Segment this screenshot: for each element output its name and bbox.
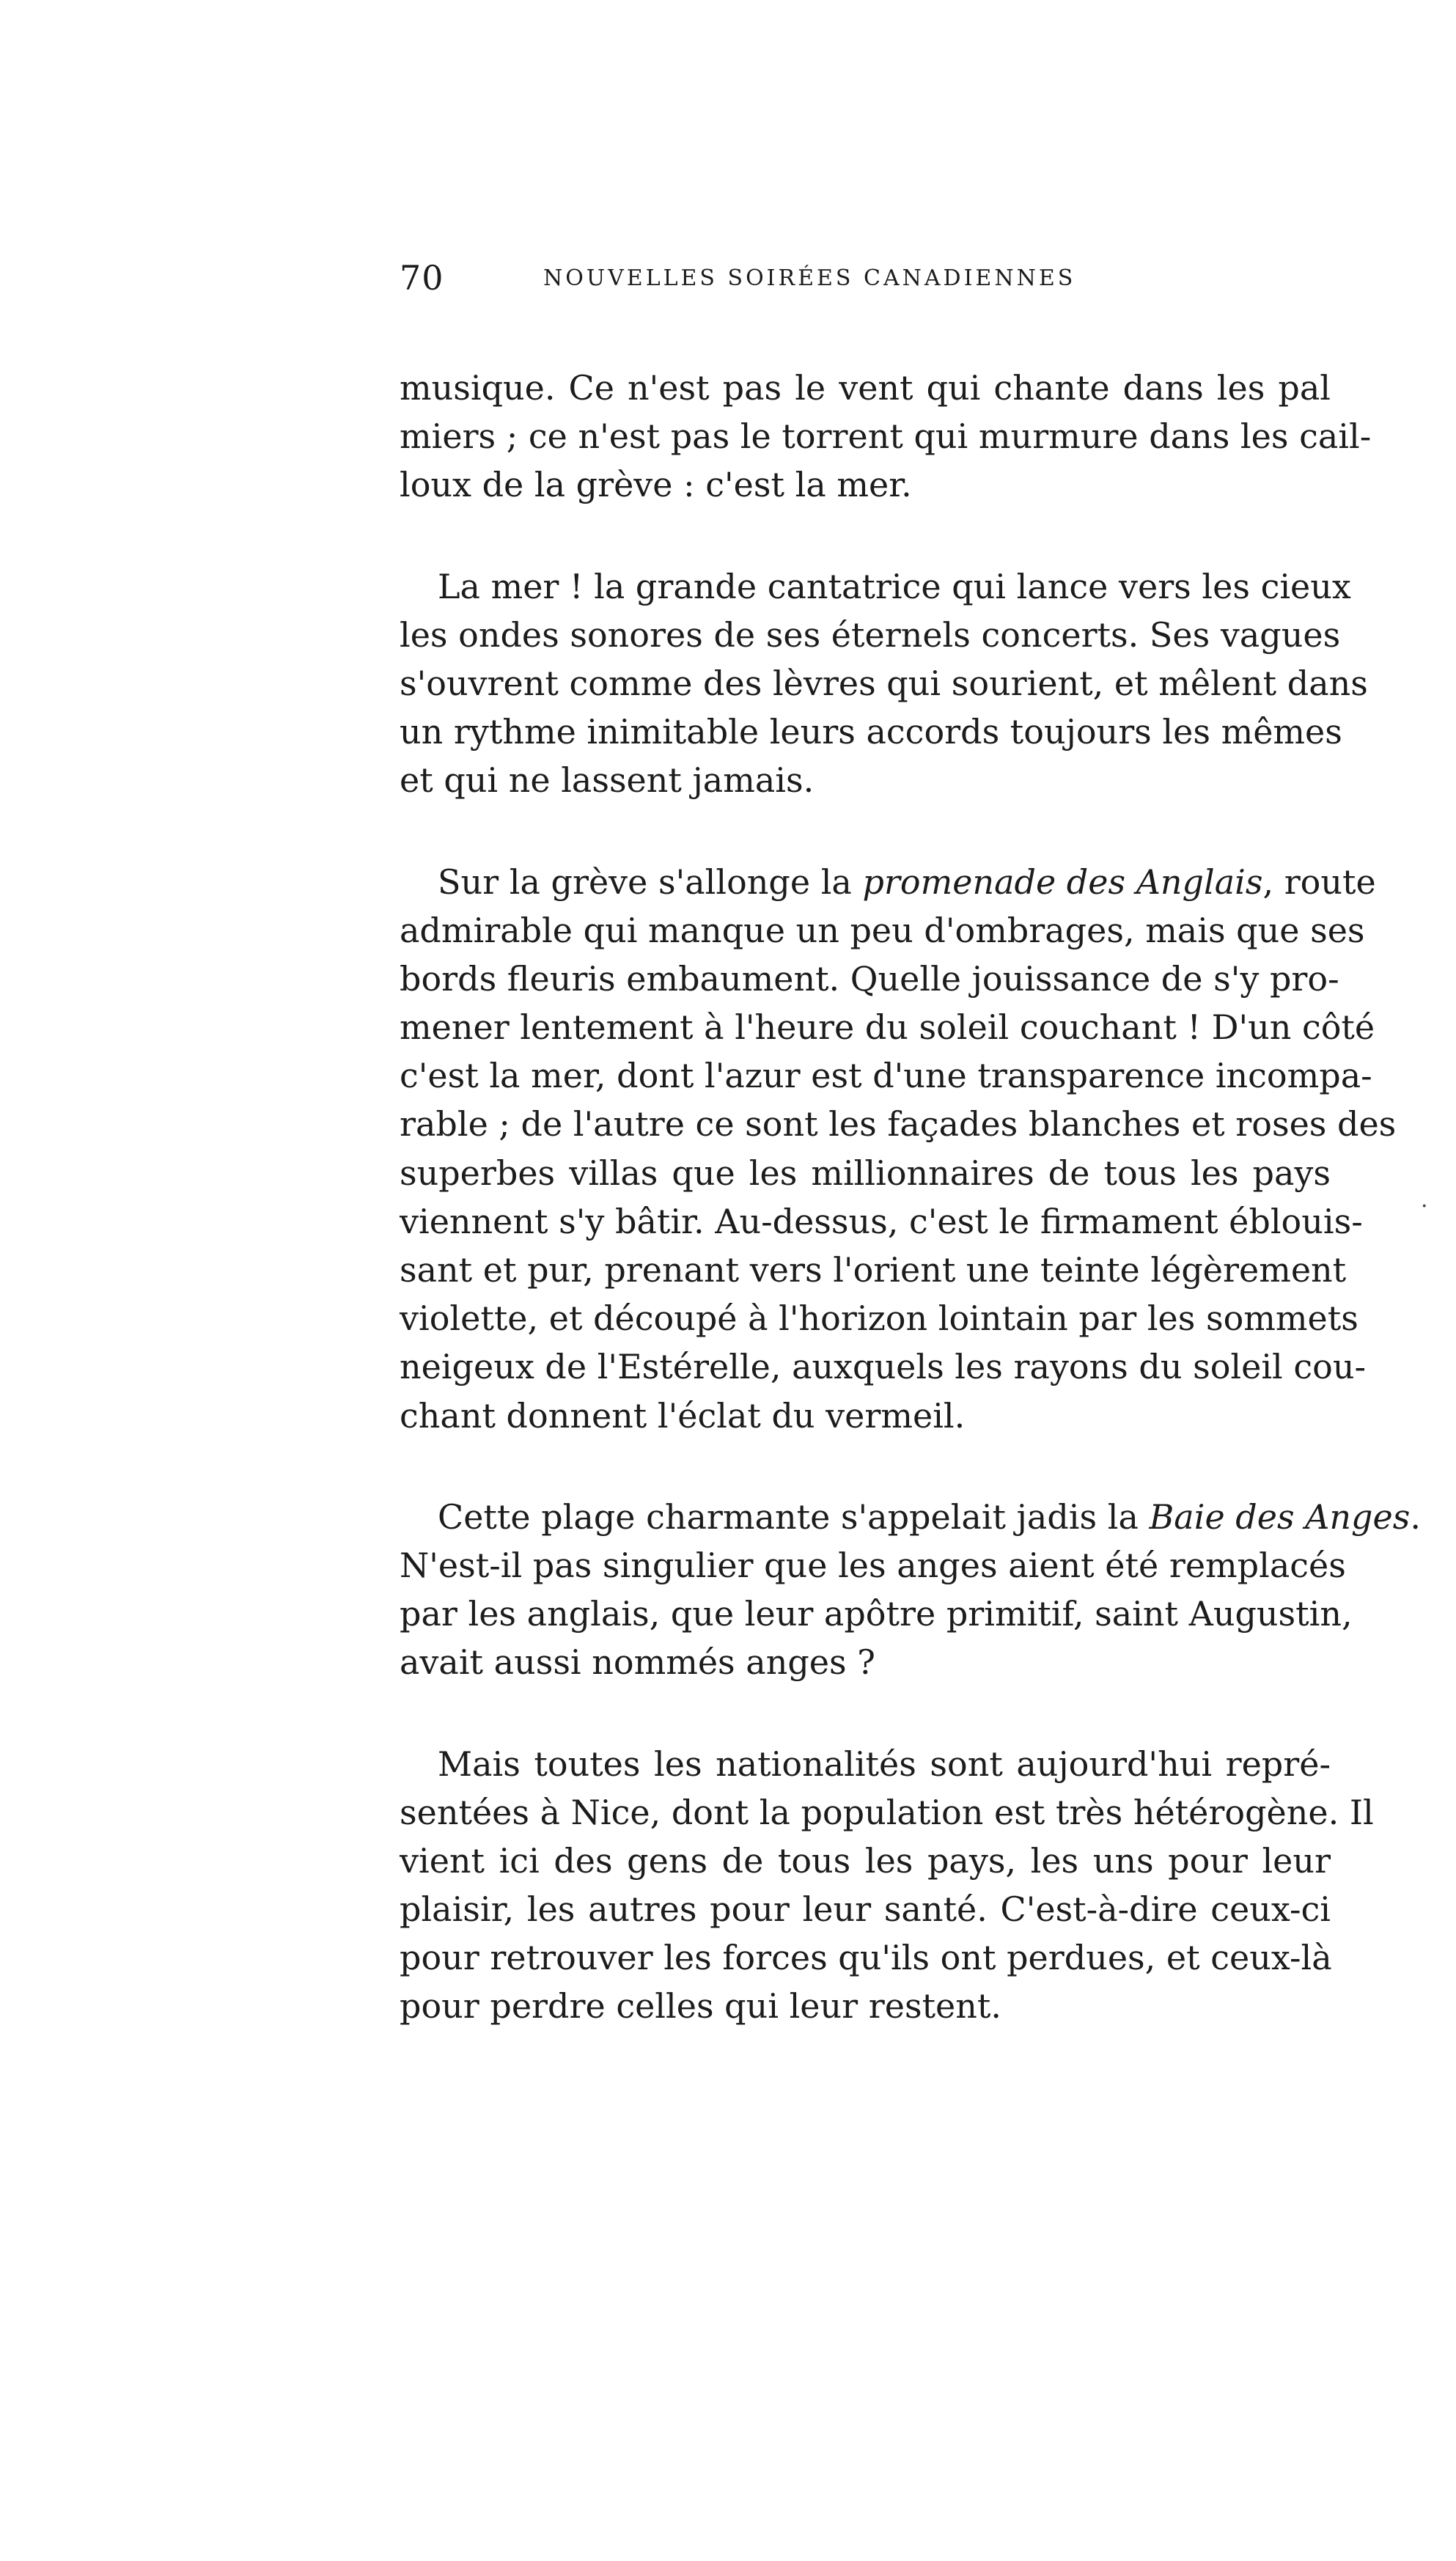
text-line <box>400 858 1376 906</box>
text-line: et qui ne lassent jamais. <box>400 760 815 801</box>
text-line: neigeux de l'Estérelle, auxquels les rayons du soleil cou- <box>400 1347 1367 1387</box>
text-line: sentées à Nice, dont la population est très hétérogène. Il <box>400 1792 1374 1832</box>
page-number: 70 <box>400 258 444 298</box>
text-line: les ondes sonores de ses éternels concerts. Ses vagues <box>400 614 1341 655</box>
body-text <box>400 364 1421 2084</box>
text-line: sant et pur, prenant vers l'orient une teinte légèrement <box>400 1250 1347 1290</box>
text-line: pour perdre celles qui leur restent. <box>400 1986 1002 2027</box>
paragraph-3 <box>400 858 1397 1440</box>
running-header <box>400 258 1331 302</box>
paragraph-1 <box>400 364 1372 510</box>
paragraph-2 <box>400 562 1368 805</box>
text-line: mener lentement à l'heure du soleil couchant ! D'un côté <box>400 1007 1375 1048</box>
text-run: Sur la grève s'allonge la <box>438 861 863 902</box>
text-run: Cette plage charmante s'appelait jadis la <box>438 1496 1150 1537</box>
running-title: NOUVELLES SOIRÉES CANADIENNES <box>543 265 1076 291</box>
text-line <box>400 1493 1421 1541</box>
text-line: rable ; de l'autre ce sont les façades blanches et roses des <box>400 1104 1397 1144</box>
text-line: Mais toutes les nationalités sont aujourd'hui repré- <box>438 1744 1331 1784</box>
italic-title: Baie des Anges <box>1149 1496 1411 1537</box>
text-line: plaisir, les autres pour leur santé. C'est-à-dire ceux-ci <box>400 1889 1331 1930</box>
text-line: N'est-il pas singulier que les anges aient été remplacés <box>400 1545 1346 1585</box>
text-line: viennent s'y bâtir. Au-dessus, c'est le firmament éblouis- <box>400 1201 1363 1241</box>
text-line: par les anglais, que leur apôtre primitif, saint Augustin, <box>400 1594 1353 1634</box>
text-line: un rythme inimitable leurs accords toujours les mêmes <box>400 712 1342 752</box>
text-line: superbes villas que les millionnaires de tous les pays <box>400 1153 1331 1193</box>
text-line: avait aussi nommés anges ? <box>400 1642 875 1683</box>
paragraph-5 <box>400 1740 1374 2031</box>
text-line: loux de la grève : c'est la mer. <box>400 465 912 505</box>
text-line: violette, et découpé à l'horizon lointain par les sommets <box>400 1298 1358 1339</box>
margin-speck: · <box>1421 1194 1428 1219</box>
text-line: miers ; ce n'est pas le torrent qui murmure dans les cail- <box>400 416 1372 457</box>
text-line: musique. Ce n'est pas le vent qui chante dans les pal <box>400 368 1331 408</box>
text-run: , route <box>1262 861 1376 902</box>
text-line: pour retrouver les forces qu'ils ont perdues, et ceux-là <box>400 1938 1332 1978</box>
text-run: . <box>1410 1496 1421 1537</box>
paragraph-4 <box>400 1493 1421 1687</box>
text-line: chant donnent l'éclat du vermeil. <box>400 1395 966 1436</box>
text-line: admirable qui manque un peu d'ombrages, mais que ses <box>400 910 1365 950</box>
text-line: s'ouvrent comme des lèvres qui sourient, et mêlent dans <box>400 663 1368 703</box>
italic-title: promenade des Anglais <box>862 861 1263 902</box>
text-line: bords fleuris embaument. Quelle jouissance de s'y pro- <box>400 958 1339 999</box>
text-line: vient ici des gens de tous les pays, les uns pour leur <box>400 1840 1331 1881</box>
text-line: c'est la mer, dont l'azur est d'une transparence incompa- <box>400 1056 1372 1096</box>
text-line: La mer ! la grande cantatrice qui lance vers les cieux <box>438 566 1351 606</box>
